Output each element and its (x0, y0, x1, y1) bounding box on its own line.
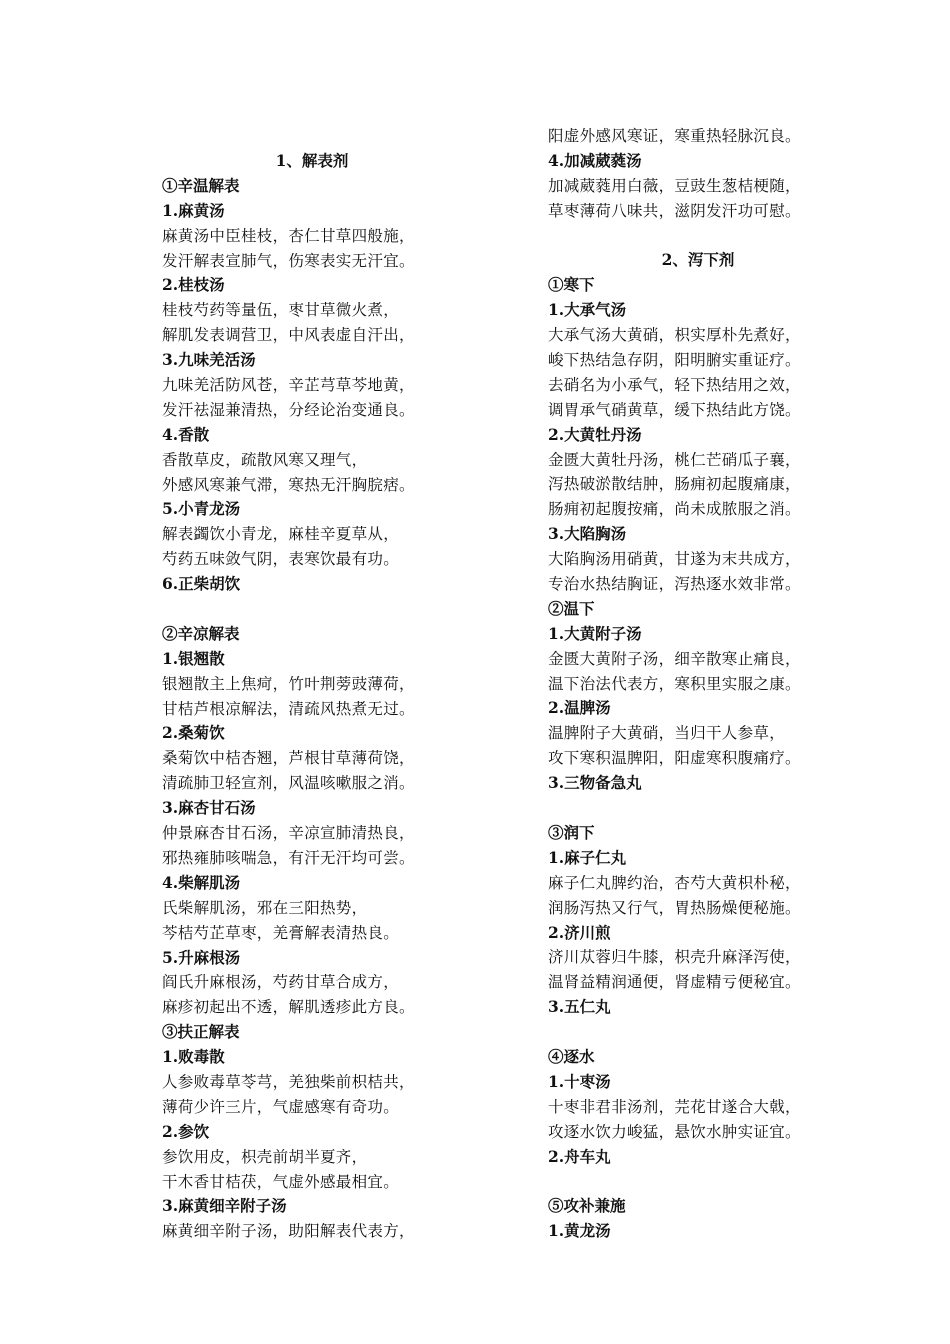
section-title: 1、解表剂 (275, 151, 349, 170)
formula-title: 6.正柴胡饮 (162, 574, 241, 594)
formula-title: 3.三物备急丸 (548, 773, 642, 793)
subsection-heading: ①辛温解表 (162, 175, 240, 195)
verse-line: 干木香甘桔茯，气虚外感最相宜。 (162, 1172, 400, 1191)
verse-line: 人参败毒草苓芎，羌独柴前枳桔共， (162, 1072, 415, 1091)
formula-title: 5.升麻根汤 (162, 947, 241, 967)
verse-line: 阎氏升麻根汤，芍药甘草合成方， (162, 973, 400, 992)
verse-line: 九味羌活防风苍，辛芷芎草芩地黄， (162, 376, 415, 395)
verse-line: 肠痈初起腹按痛，尚未成脓服之消。 (548, 500, 801, 519)
subsection-heading: ②温下 (548, 598, 595, 618)
subsection-heading: ③扶正解表 (162, 1022, 240, 1042)
formula-title: 2.舟车丸 (548, 1146, 611, 1166)
verse-line: 甘桔芦根凉解法，清疏风热煮无过。 (162, 699, 415, 718)
verse-line: 解肌发表调营卫，中风表虚自汗出， (162, 326, 415, 345)
verse-line: 阳虚外感风寒证，寒重热轻脉沉良。 (548, 127, 801, 145)
formula-title: 1.大黄附子汤 (548, 623, 642, 643)
formula-title: 3.大陷胸汤 (548, 524, 627, 544)
subsection-heading: ①寒下 (548, 275, 595, 295)
formula-title: 3.麻杏甘石汤 (162, 798, 256, 818)
verse-line: 邪热雍肺咳喘急，有汗无汗均可尝。 (162, 848, 415, 867)
blank-line (162, 597, 462, 622)
formula-title: 1.十枣汤 (548, 1071, 611, 1091)
verse-line: 温脾附子大黄硝，当归干人参草， (548, 724, 786, 743)
verse-line: 草枣薄荷八味共，滋阴发汗功可慰。 (548, 201, 801, 220)
verse-line: 桂枝芍药等量伍，枣甘草微火煮， (162, 301, 400, 320)
verse-line: 金匮大黄牡丹汤，桃仁芒硝瓜子襄， (548, 450, 801, 469)
formula-title: 3.麻黄细辛附子汤 (162, 1196, 287, 1216)
verse-line: 攻下寒积温脾阳，阳虚寒积腹痛疗。 (548, 749, 801, 768)
verse-line: 金匮大黄附子汤，细辛散寒止痛良， (548, 649, 801, 668)
verse-line: 十枣非君非汤剂，芫花甘遂合大戟， (548, 1097, 801, 1116)
formula-title: 1.大承气汤 (548, 300, 627, 320)
verse-line: 参饮用皮，枳壳前胡半夏齐， (162, 1147, 368, 1166)
subsection-heading: ②辛凉解表 (162, 623, 240, 643)
blank-line (548, 224, 848, 249)
formula-title: 2.桂枝汤 (162, 275, 225, 295)
verse-line: 专治水热结胸证，泻热逐水效非常。 (548, 575, 801, 594)
blank-line (548, 1169, 848, 1194)
verse-line: 清疏肺卫轻宣剂，风温咳嗽服之消。 (162, 774, 415, 793)
verse-line: 香散草皮，疏散风寒又理气， (162, 450, 368, 469)
verse-line: 外感风寒兼气滞，寒热无汗胸脘痞。 (162, 475, 415, 494)
subsection-heading: ③润下 (548, 822, 595, 842)
formula-title: 1.麻黄汤 (162, 200, 225, 220)
formula-title: 3.五仁丸 (548, 997, 611, 1017)
verse-line: 麻黄细辛附子汤，助阳解表代表方， (162, 1222, 415, 1241)
verse-line: 芩桔芍芷草枣，羌膏解表清热良。 (162, 923, 400, 942)
formula-title: 2.参饮 (162, 1121, 210, 1141)
verse-line: 氏柴解肌汤，邪在三阳热势， (162, 898, 368, 917)
formula-title: 4.柴解肌汤 (162, 872, 241, 892)
formula-title: 4.香散 (162, 424, 210, 444)
right-column (548, 124, 848, 1244)
formula-title: 1.败毒散 (162, 1047, 225, 1067)
formula-title: 1.银翘散 (162, 648, 225, 668)
subsection-heading: ④逐水 (548, 1046, 595, 1066)
verse-line: 麻子仁丸脾约治，杏芍大黄枳朴秘， (548, 873, 801, 892)
verse-line: 温肾益精润通便，肾虚精亏便秘宜。 (548, 973, 801, 992)
subsection-heading: ⑤攻补兼施 (548, 1196, 626, 1216)
formula-title: 2.大黄牡丹汤 (548, 424, 642, 444)
verse-line: 攻逐水饮力峻猛，悬饮水肿实证宜。 (548, 1122, 801, 1141)
formula-title: 3.九味羌活汤 (162, 350, 256, 370)
blank-line (548, 796, 848, 821)
verse-line: 调胃承气硝黄草，缓下热结此方饶。 (548, 400, 801, 419)
verse-line: 解表蠲饮小青龙，麻桂辛夏草从， (162, 525, 400, 544)
verse-line: 麻疹初起出不透，解肌透疹此方良。 (162, 998, 415, 1017)
verse-line: 麻黄汤中臣桂枝，杏仁甘草四般施， (162, 226, 415, 245)
formula-title: 1.麻子仁丸 (548, 847, 627, 867)
verse-line: 芍药五味敛气阴，表寒饮最有功。 (162, 550, 400, 569)
verse-line: 加减葳蕤用白薇，豆豉生葱桔梗随， (548, 176, 801, 195)
formula-title: 1.黄龙汤 (548, 1221, 611, 1241)
formula-title: 4.加减葳蕤汤 (548, 150, 642, 170)
blank-line (548, 1020, 848, 1045)
formula-title: 2.桑菊饮 (162, 723, 225, 743)
verse-line: 薄荷少许三片，气虚感寒有奇功。 (162, 1097, 400, 1116)
formula-title: 2.济川煎 (548, 922, 611, 942)
verse-line: 润肠泻热又行气，胃热肠燥便秘施。 (548, 898, 801, 917)
section-title: 2、泻下剂 (661, 250, 735, 270)
verse-line: 桑菊饮中桔杏翘，芦根甘草薄荷饶， (162, 749, 415, 768)
verse-line: 温下治法代表方，寒积里实服之康。 (548, 674, 801, 693)
verse-line: 仲景麻杏甘石汤，辛凉宣肺清热良， (162, 824, 415, 843)
verse-line: 济川苁蓉归牛膝，枳壳升麻泽泻使， (548, 948, 801, 967)
verse-line: 大承气汤大黄硝，枳实厚朴先煮好， (548, 326, 801, 345)
verse-line: 去硝名为小承气，轻下热结用之效， (548, 375, 801, 394)
verse-line: 大陷胸汤用硝黄，甘遂为末共成方， (548, 550, 801, 569)
verse-line: 银翘散主上焦疴，竹叶荆蒡豉薄荷， (162, 674, 415, 693)
verse-line: 发汗祛湿兼清热，分经论治变通良。 (162, 400, 415, 419)
verse-line: 泻热破淤散结肿，肠痈初起腹痛康， (548, 475, 801, 494)
formula-title: 2.温脾汤 (548, 698, 611, 718)
formula-title: 5.小青龙汤 (162, 499, 241, 519)
verse-line: 峻下热结急存阴，阳明腑实重证疗。 (548, 351, 801, 370)
left-column (162, 149, 462, 1244)
verse-line: 发汗解表宣肺气，伤寒表实无汗宜。 (162, 251, 415, 270)
